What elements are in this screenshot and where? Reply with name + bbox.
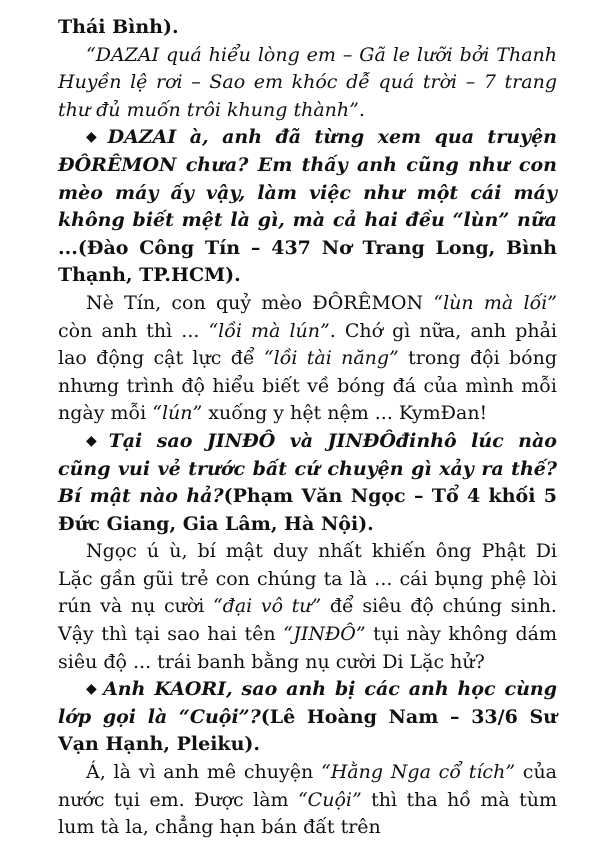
answer-ngoc-text-2: để siêu độ chúng sinh. Vậy thì tại sao hai tên bbox=[58, 595, 557, 646]
answer-ngoc-italic-2: “JINĐÔ” bbox=[283, 623, 366, 646]
answer-tin-text-2: còn anh thì ... bbox=[58, 319, 209, 342]
continued-signature-text: Thái Bình). bbox=[58, 16, 179, 38]
answer-tin-text-3: . Chớ gì nữa, anh phải lao động cật lực để bbox=[58, 319, 558, 370]
answer-ngoc bbox=[58, 538, 557, 676]
answer-tin bbox=[58, 290, 557, 428]
continued-signature bbox=[58, 14, 557, 42]
question-tin-signature: ...(Đào Công Tín – 437 Nơ Trang Long, Bình Thạnh, TP.HCM). bbox=[58, 236, 557, 287]
answer-tin-text-1: Nè Tín, con quỷ mèo ĐÔRÊMON bbox=[86, 291, 434, 314]
answer-nam-text-3: thì tha hồ mà tùm lum tà la, chẳng hạn bán đất trên bbox=[58, 788, 557, 839]
diamond-bullet-icon: ◆ bbox=[86, 432, 105, 449]
answer-tin-italic-4: “lún” bbox=[152, 402, 203, 425]
question-ngoc-signature: (Phạm Văn Ngọc – Tổ 4 khối 5 Đức Giang, Gia Lâm, Hà Nội). bbox=[58, 485, 557, 535]
answer-nam bbox=[58, 759, 557, 842]
diamond-bullet-icon: ◆ bbox=[86, 681, 100, 698]
answer-tin-italic-2: “lồi mà lún” bbox=[208, 319, 330, 342]
question-nam-text: Anh KAORI, sao anh bị các anh học cùng lớp gọi là “Cuội”? bbox=[58, 678, 557, 728]
answer-ngoc-text-1: Ngọc ú ù, bí mật duy nhất khiến ông Phật Di Lặc gần gũi trẻ con chúng ta là ... cái bụng phệ lòi rún và nụ cười bbox=[58, 540, 557, 618]
question-nam bbox=[58, 676, 557, 759]
diamond-bullet-icon: ◆ bbox=[86, 129, 104, 146]
answer-ngoc-text-3: tụi này không dám siêu độ ... trái banh bằng nụ cười Di Lặc hử? bbox=[58, 623, 557, 673]
answer-tin-text-5: xuống y hệt nệm ... KymĐan! bbox=[202, 402, 488, 425]
question-tin-text: DAZAI à, anh đã từng xem qua truyện ĐÔRÊMON chưa? Em thấy anh cũng như con mèo máy ấy vậy, làm việc như một cái máy không biết mệt là gì, mà cả hai đều “lùn” nữa bbox=[58, 126, 557, 232]
answer-nam-text-1: Á, là vì anh mê chuyện bbox=[86, 761, 322, 784]
quoted-poem-paragraph bbox=[58, 42, 557, 125]
question-ngoc bbox=[58, 428, 557, 538]
answer-nam-italic-1: “Hằng Nga cổ tích” bbox=[321, 761, 516, 784]
answer-tin-italic-1: “lùn mà lối” bbox=[433, 291, 557, 314]
quoted-poem-text: “DAZAI quá hiểu lòng em – Gã le lưỡi bởi Thanh Huyền lệ rơi – Sao em khóc dễ quá trời – 7 trang thư đủ muốn trôi khung thành”. bbox=[58, 43, 557, 121]
question-tin bbox=[58, 124, 557, 290]
answer-tin-text-4: trong đội bóng nhưng trình độ hiểu biết về bóng đá của mình mỗi ngày mỗi bbox=[58, 347, 558, 425]
question-nam-signature: (Lê Hoàng Nam – 33/6 Sư Vạn Hạnh, Pleiku). bbox=[58, 705, 558, 756]
answer-nam-text-2: của nước tụi em. Được làm bbox=[58, 761, 558, 811]
answer-nam-italic-2: “Cuội” bbox=[297, 788, 362, 811]
question-ngoc-text: Tại sao JINĐÔ và JINĐÔđinhô lúc nào cũng vui vẻ trước bất cứ chuyện gì xảy ra thế? Bí mật nào hả? bbox=[58, 429, 557, 508]
answer-ngoc-italic-1: “đại vô tư” bbox=[212, 595, 322, 618]
answer-tin-italic-3: “lồi tài năng” bbox=[263, 347, 399, 370]
